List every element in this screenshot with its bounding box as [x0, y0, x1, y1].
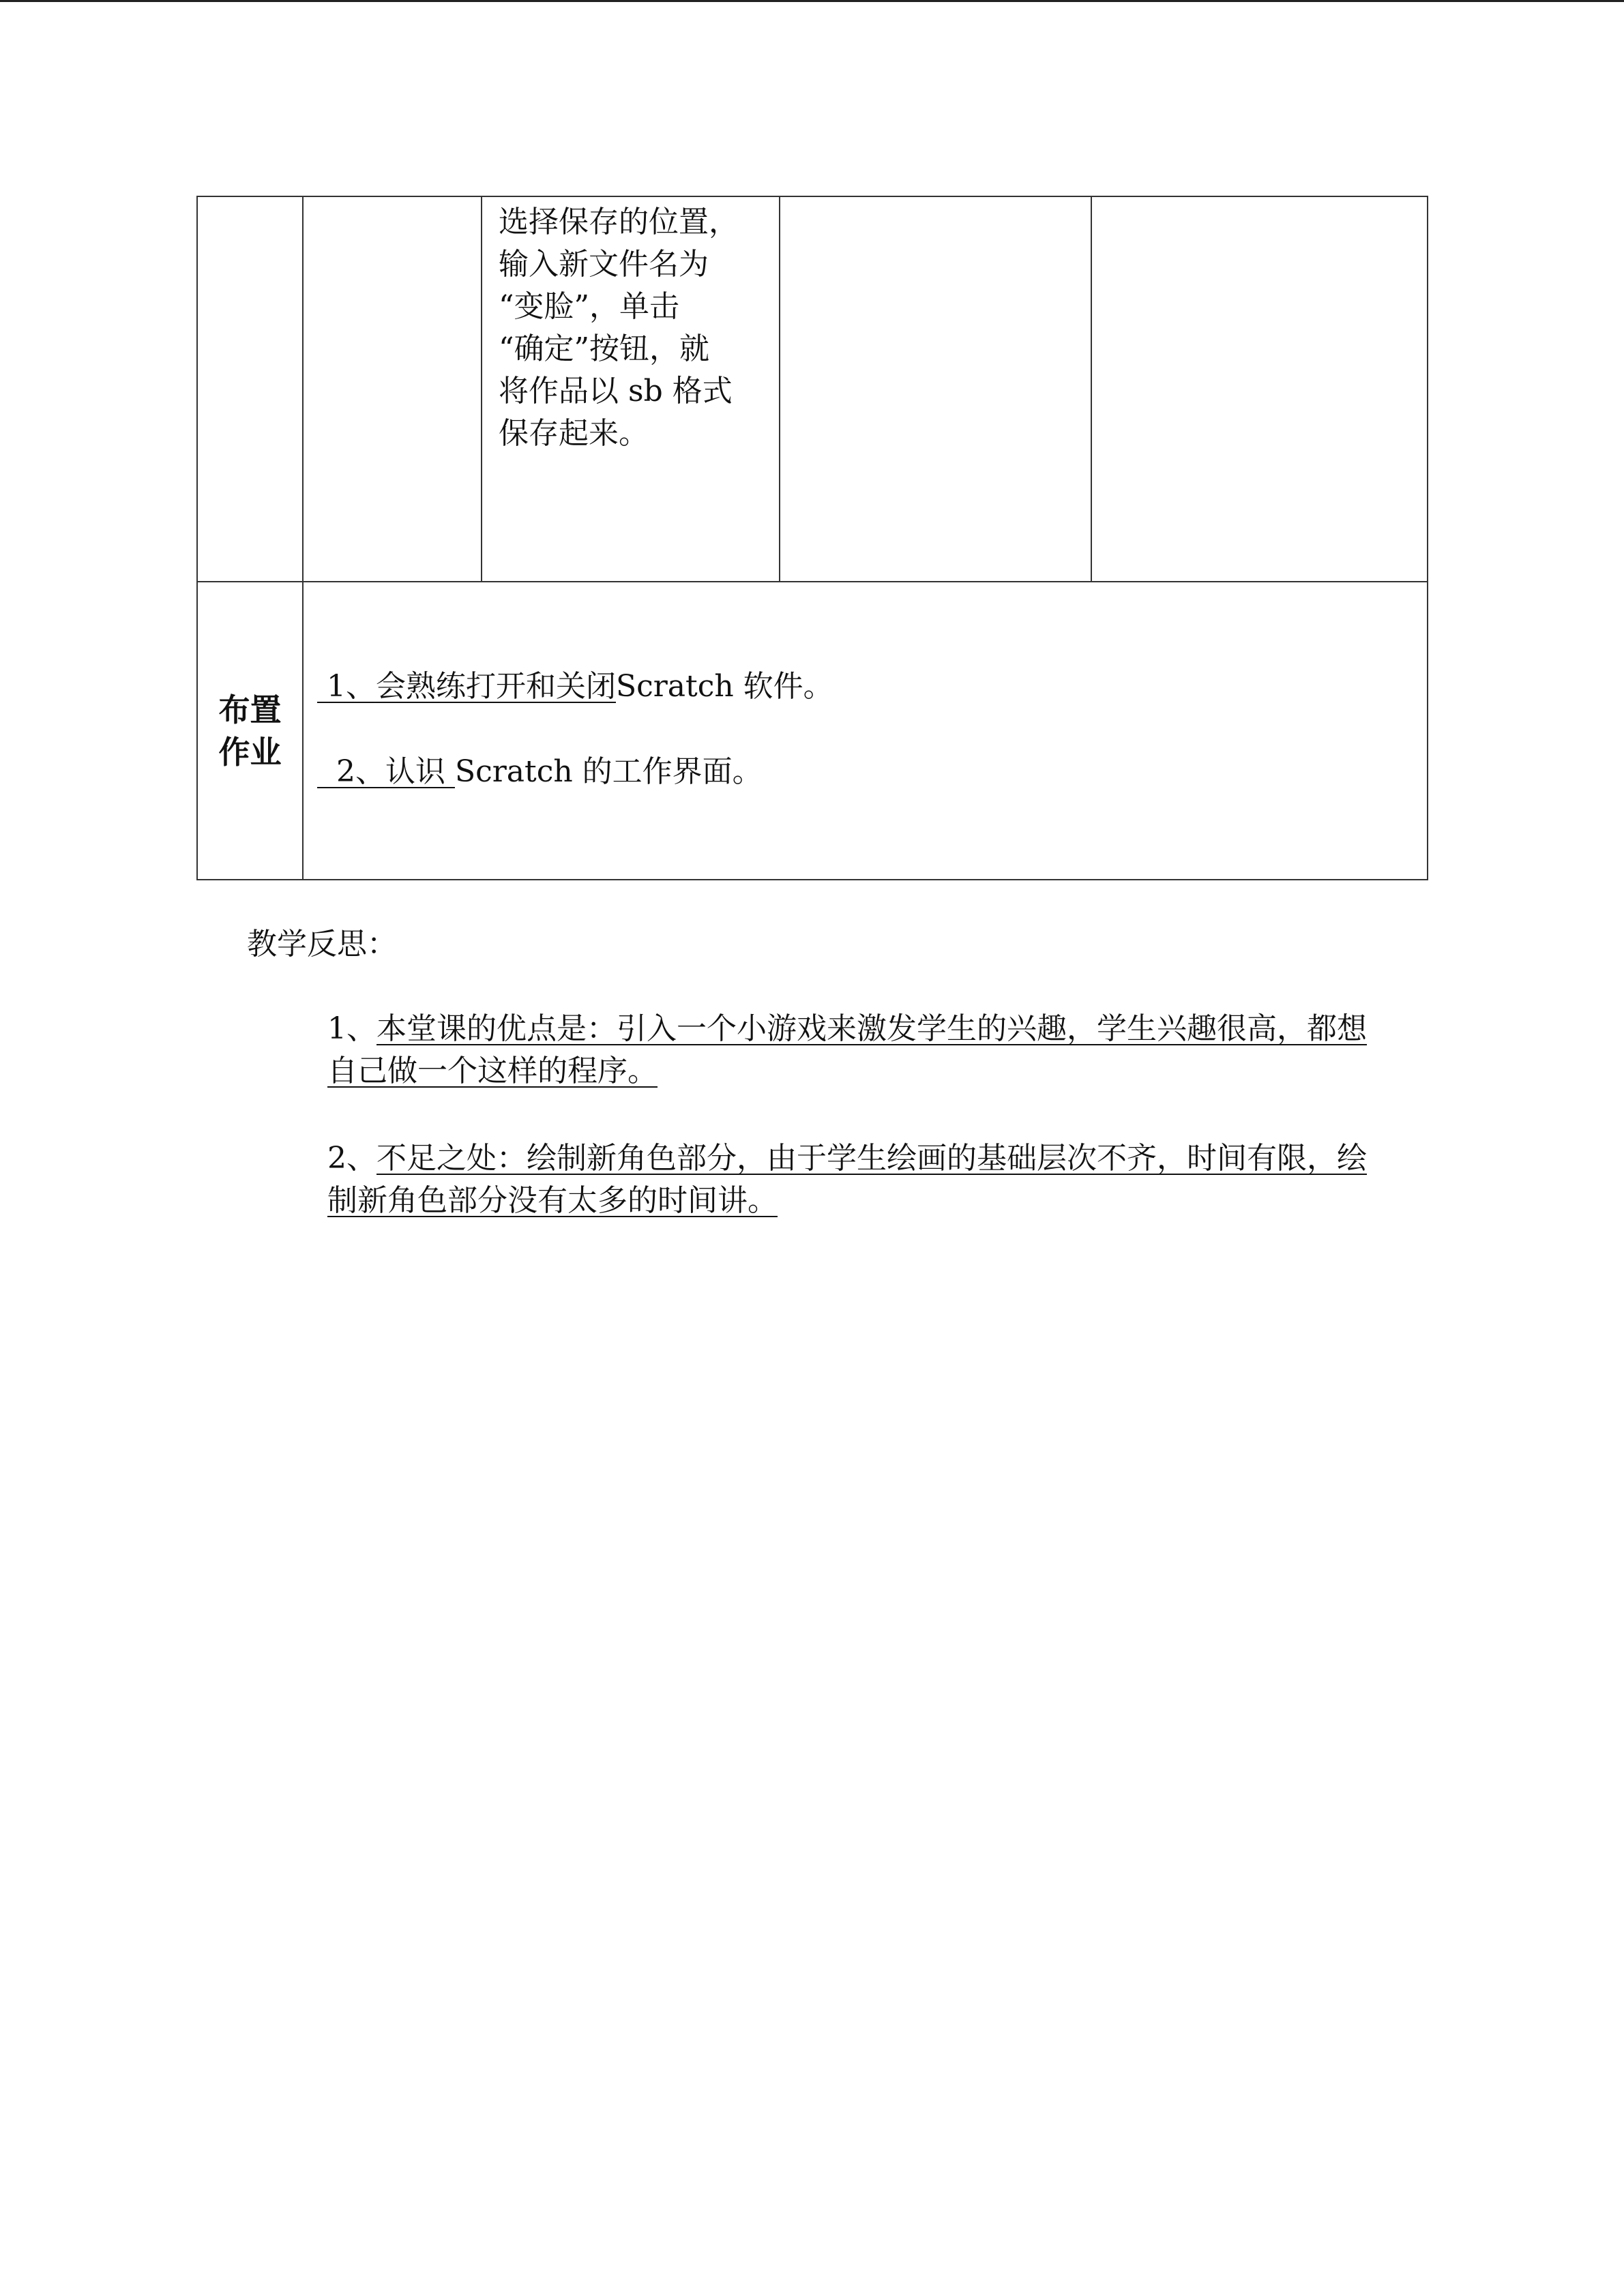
homework-label-text: 布置 作业	[218, 691, 282, 771]
table-cell-steps	[482, 196, 780, 582]
homework-item-1-rest: Scratch 软件。	[615, 669, 833, 704]
save-steps-text: 选择保存的位置， 输入新文件名为 “变脸”，单击 “确定”按钮，就 将作品以 sb 格式 保存起来。	[499, 205, 739, 451]
homework-item-2-rest: Scratch 的工作界面。	[454, 754, 763, 789]
table-cell-empty	[197, 196, 303, 582]
homework-item-2-underlined: 认识	[385, 754, 455, 789]
homework-item-1-underlined: 会熟练打开和关闭	[375, 669, 616, 704]
homework-label	[197, 582, 303, 880]
homework-item-2	[317, 753, 763, 791]
reflection-item-1-text: 本堂课的优点是：引入一个小游戏来激发学生的兴趣，学生兴趣很高，都想自己做一个这样的程序。	[327, 1011, 1367, 1088]
table-row	[197, 196, 1428, 582]
reflection-item-2	[327, 1137, 1378, 1222]
table-cell-empty	[1091, 196, 1428, 582]
lesson-plan-table	[196, 196, 1428, 880]
homework-cell	[303, 582, 1428, 880]
homework-item-2-prefix: 2、	[317, 754, 385, 789]
reflection-item-1	[327, 1008, 1378, 1092]
homework-item-1-prefix: 1、	[317, 669, 376, 704]
table-cell-empty	[303, 196, 482, 582]
page-top-border	[0, 0, 1624, 2]
reflection-item-2-text: 不足之处：绘制新角色部分，由于学生绘画的基础层次不齐，时间有限，绘制新角色部分没有太多的时间讲。	[327, 1141, 1367, 1218]
table-row	[197, 582, 1428, 880]
reflection-item-2-prefix: 2、	[327, 1141, 377, 1176]
reflection-title: 教学反思：	[247, 927, 397, 961]
homework-item-1	[317, 668, 833, 706]
reflection-item-1-prefix: 1、	[327, 1011, 377, 1046]
table-cell-empty	[780, 196, 1091, 582]
